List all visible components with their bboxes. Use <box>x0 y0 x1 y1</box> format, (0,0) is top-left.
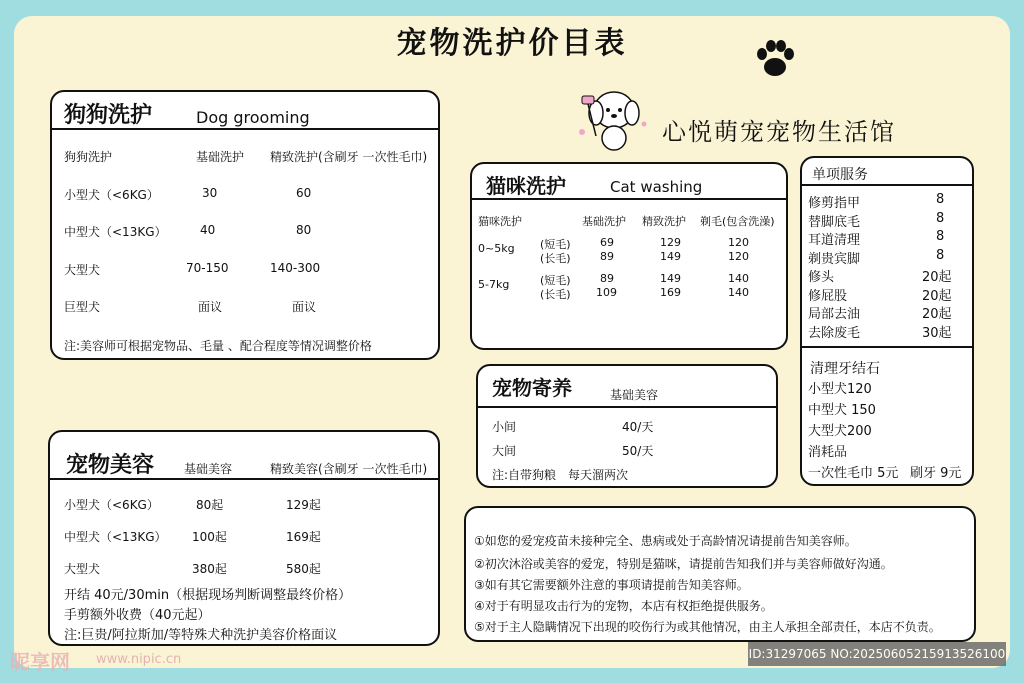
table-cell: 中型犬（<13KG） <box>64 530 167 544</box>
table-cell: 小型犬（<6KG） <box>64 188 159 202</box>
image-id-bar: ID:31297065 NO:20250605215913526100 <box>748 642 1006 666</box>
table-cell: 89 <box>600 272 614 285</box>
table-cell: 149 <box>660 272 681 285</box>
table-cell: 70-150 <box>186 261 229 275</box>
table-cell: 60 <box>296 186 312 200</box>
service-name: 去除废毛 <box>808 325 861 341</box>
notice-item: ①如您的爱宠疫苗未接种完全、患病或处于高龄情况请提前告知美容师。 <box>474 534 857 548</box>
room-type: 大间 <box>492 444 517 458</box>
teeth-cleaning-item: 大型犬200 <box>808 424 872 439</box>
table-cell: 80 <box>296 223 312 237</box>
weight-class: 5-7kg <box>478 278 510 291</box>
service-name: 修屁股 <box>808 288 848 304</box>
table-cell: 129 <box>660 236 681 249</box>
service-price: 8 <box>936 247 945 263</box>
column-header: 精致美容(含刷牙 一次性毛巾) <box>270 462 428 476</box>
divider <box>52 128 438 130</box>
column-header: 基础洗护 <box>196 150 245 164</box>
watermark-url: www.nipic.cn <box>96 652 182 667</box>
notice-item: ④对于有明显攻击行为的宠物，本店有权拒绝提供服务。 <box>474 599 773 613</box>
pet-beauty-heading: 宠物美容 <box>66 453 155 478</box>
hair-type: (长毛) <box>540 288 571 301</box>
dog-grooming-subheading: Dog grooming <box>196 108 310 127</box>
watermark-logo: 昵享网 <box>10 650 70 674</box>
table-cell: 69 <box>600 236 614 249</box>
weight-class: 0~5kg <box>478 242 515 255</box>
paw-icon <box>750 34 800 84</box>
notice-item: ②初次沐浴或美容的爱宠，特别是猫咪，请提前告知我们并与美容师做好沟通。 <box>474 557 893 571</box>
divider <box>802 346 972 348</box>
boarding-note: 注:自带狗粮 每天溜两次 <box>492 468 629 482</box>
table-cell: 巨型犬 <box>64 300 101 314</box>
column-header: 基础美容 <box>184 462 233 476</box>
table-cell: 89 <box>600 250 614 263</box>
table-cell: 109 <box>596 286 617 299</box>
cat-washing-subheading: Cat washing <box>610 178 703 196</box>
cartoon-dog-icon <box>574 80 654 154</box>
service-name: 替脚底毛 <box>808 214 861 230</box>
table-cell: 149 <box>660 250 681 263</box>
column-header: 猫咪洗护 <box>478 215 522 228</box>
divider <box>802 184 972 186</box>
table-cell: 380起 <box>192 562 227 576</box>
table-cell: 大型犬 <box>64 263 101 277</box>
teeth-cleaning-heading: 清理牙结石 <box>810 361 880 377</box>
teeth-cleaning-item: 小型犬120 <box>808 382 872 397</box>
table-cell: 120 <box>728 250 749 263</box>
pet-boarding-heading: 宠物寄养 <box>492 376 572 400</box>
hair-type: (短毛) <box>540 238 571 251</box>
table-cell: 140 <box>728 286 749 299</box>
notice-item: ③如有其它需要额外注意的事项请提前告知美容师。 <box>474 578 749 592</box>
table-cell: 30 <box>202 186 218 200</box>
table-cell: 80起 <box>196 498 224 512</box>
divider <box>472 198 786 200</box>
column-header: 基础洗护 <box>582 215 626 228</box>
divider <box>50 478 438 480</box>
dog-grooming-heading: 狗狗洗护 <box>64 103 153 128</box>
room-price: 50/天 <box>622 444 654 458</box>
dog-grooming-note: 注:美容师可根据宠物品、毛量 、配合程度等情况调整价格 <box>64 339 372 353</box>
hair-type: (短毛) <box>540 274 571 287</box>
service-name: 耳道清理 <box>808 233 861 248</box>
table-cell: 面议 <box>198 300 223 314</box>
table-cell: 120 <box>728 236 749 249</box>
service-name: 修剪指甲 <box>808 196 861 211</box>
consumables-label: 消耗品 <box>808 445 848 460</box>
table-cell: 140 <box>728 272 749 285</box>
table-cell: 169 <box>660 286 681 299</box>
column-header: 狗狗洗护 <box>64 150 113 164</box>
table-cell: 100起 <box>192 530 227 544</box>
beauty-note: 注:巨贵/阿拉斯加/等特殊犬种洗护美容价格面议 <box>64 628 338 643</box>
service-name: 局部去油 <box>808 307 861 322</box>
beauty-note: 开结 40元/30min（根据现场判断调整最终价格） <box>64 588 352 603</box>
table-cell: 169起 <box>286 530 321 544</box>
beauty-note: 手剪额外收费（40元起） <box>64 608 211 623</box>
consumables-item: 一次性毛巾 5元 <box>808 466 899 481</box>
service-price: 8 <box>936 210 945 226</box>
divider <box>478 406 776 408</box>
notice-item: ⑤对于主人隐瞒情况下出现的咬伤行为或其他情况，由主人承担全部责任，本店不负责。 <box>474 620 941 634</box>
table-cell: 40 <box>200 223 216 237</box>
hair-type: (长毛) <box>540 252 571 265</box>
column-header: 精致洗护(含刷牙 一次性毛巾) <box>270 150 428 164</box>
service-price: 20起 <box>922 270 952 285</box>
page-title: 宠物洗护价目表 <box>396 26 628 61</box>
pet-boarding-subheading: 基础美容 <box>610 388 659 402</box>
table-cell: 大型犬 <box>64 562 101 576</box>
service-price: 20起 <box>922 288 952 304</box>
column-header: 精致洗护 <box>642 215 686 228</box>
table-cell: 129起 <box>286 498 321 512</box>
consumables-item: 刷牙 9元 <box>910 466 962 481</box>
service-price: 8 <box>936 192 945 207</box>
room-type: 小间 <box>492 420 517 434</box>
teeth-cleaning-item: 中型犬 150 <box>808 403 876 418</box>
table-cell: 面议 <box>292 300 317 314</box>
column-header: 剃毛(包含洗澡) <box>700 215 775 228</box>
shop-name: 心悦萌宠宠物生活馆 <box>662 118 896 146</box>
table-cell: 中型犬（<13KG） <box>64 225 167 239</box>
single-services-heading: 单项服务 <box>812 167 868 183</box>
room-price: 40/天 <box>622 420 654 434</box>
service-name: 修头 <box>808 270 835 285</box>
service-price: 20起 <box>922 307 952 322</box>
table-cell: 140-300 <box>270 261 321 275</box>
cat-washing-heading: 猫咪洗护 <box>486 174 566 198</box>
service-price: 30起 <box>922 325 952 341</box>
service-price: 8 <box>936 229 945 244</box>
service-name: 剃贵宾脚 <box>808 251 861 267</box>
table-cell: 小型犬（<6KG） <box>64 498 159 512</box>
table-cell: 580起 <box>286 562 321 576</box>
